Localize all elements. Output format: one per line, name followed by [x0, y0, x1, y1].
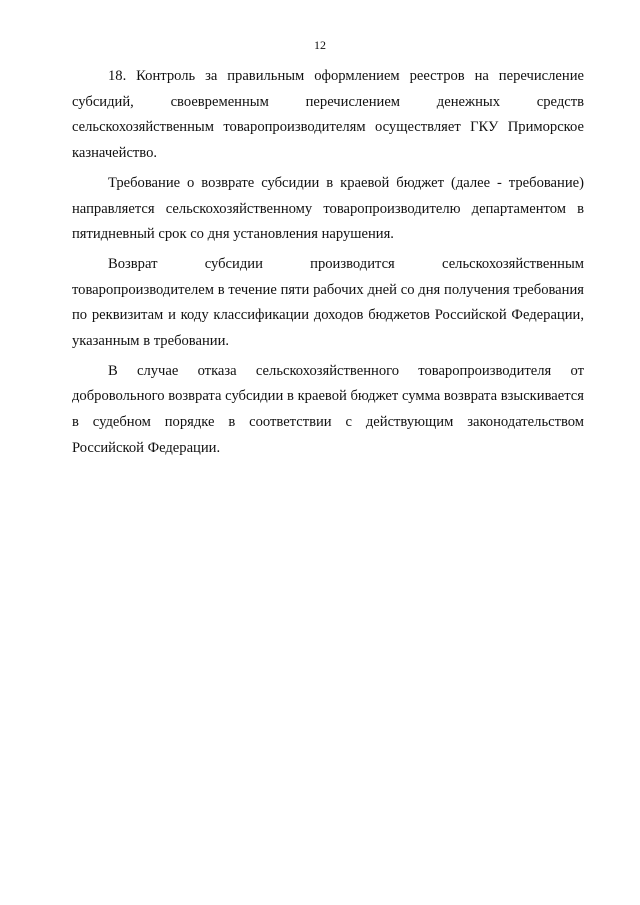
- paragraph-return-request: Требование о возврате субсидии в краевой бюджет (далее - требование) направляется сельскохозяйственному товаропроизводителю департаментом в пятидневный срок со дня установления нарушения.: [72, 174, 584, 243]
- paragraph-court-recovery: В случае отказа сельскохозяйственного товаропроизводителя от добровольного возврата субсидии в краевой бюджет сумма возврата взыскивается в судебном порядке в соответствии с действующим законодательством Российской Федерации.: [72, 362, 584, 456]
- document-body: [72, 64, 584, 466]
- paragraph-return-procedure: Возврат субсидии производится сельскохозяйственным товаропроизводителем в течение пяти рабочих дней со дня получения требования по реквизитам и коду классификации доходов бюджетов Российской Федерации, указанным в требовании.: [72, 255, 584, 350]
- page-number: 12: [314, 38, 326, 52]
- paragraph-registry-control: 18. Контроль за правильным оформлением реестров на перечисление субсидий, своевременным перечислением денежных средств сельскохозяйственным товаропроизводителям осуществляет ГКУ Приморское казначейство.: [72, 68, 584, 162]
